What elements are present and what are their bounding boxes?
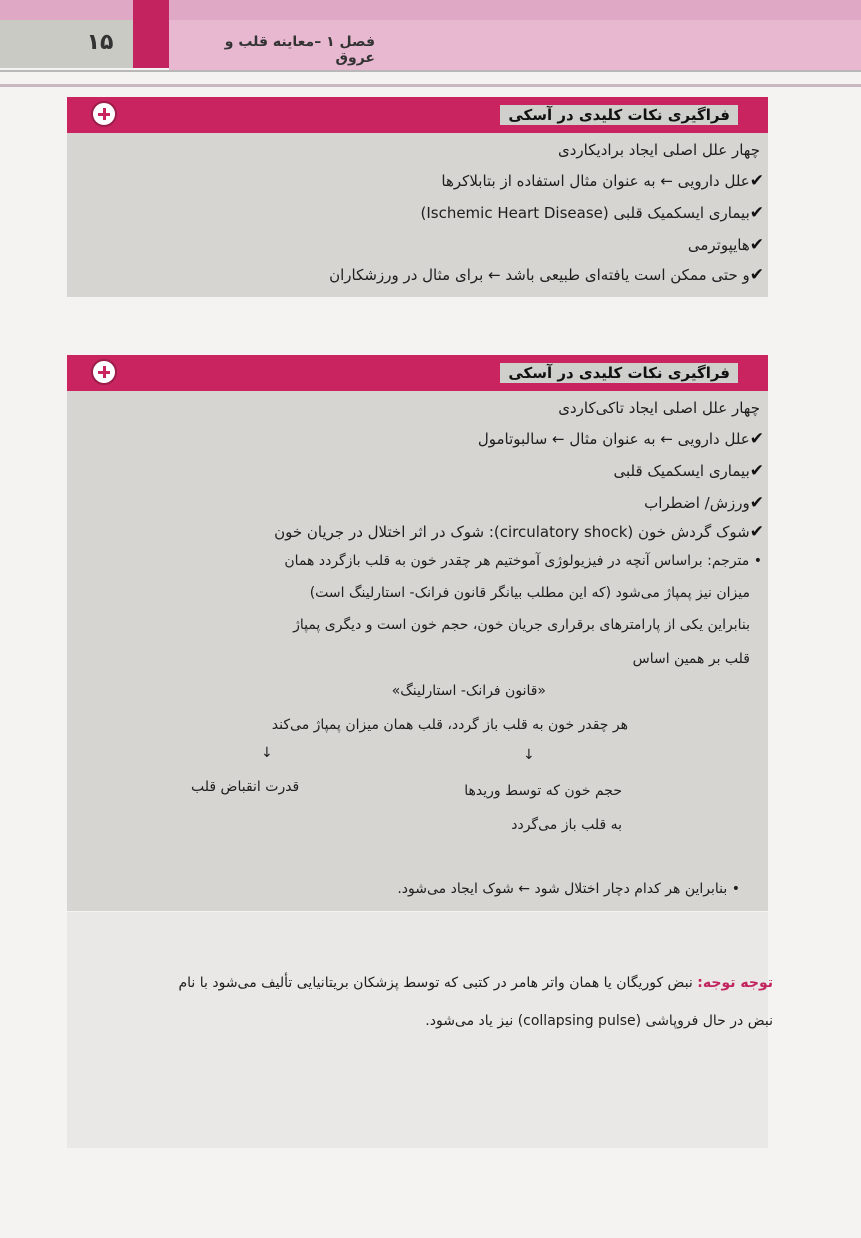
- right-term-line: به قلب باز می‌گردد: [511, 817, 622, 833]
- list-item: ✔ورزش/ اضطراب: [644, 493, 764, 513]
- bottom-panel: [67, 912, 768, 1148]
- box-intro: چهار علل اصلی ایجاد برادیکاردی: [558, 141, 760, 159]
- header-top-band: [0, 0, 861, 20]
- left-term: قدرت انقباض قلب: [191, 779, 300, 795]
- arrow-down-icon: ↓: [523, 747, 535, 763]
- key-points-box-bradycardia: [67, 97, 768, 297]
- list-item: ✔علل دارویی ← به عنوان مثال استفاده از بتابلاکرها: [441, 171, 764, 191]
- check-icon: ✔: [749, 522, 764, 542]
- box-title: فراگیری نکات کلیدی در آسکی: [500, 363, 738, 383]
- check-icon: ✔: [749, 429, 764, 449]
- list-item: ✔شوک گردش خون (circulatory shock): شوک در اثر اختلال در جریان خون: [274, 522, 764, 542]
- box-title: فراگیری نکات کلیدی در آسکی: [500, 105, 738, 125]
- header-accent-block: [133, 0, 169, 68]
- box-intro: چهار علل اصلی ایجاد تاکی‌کاردی: [558, 399, 760, 417]
- box-title-bar: [67, 97, 768, 133]
- check-icon: ✔: [749, 493, 764, 513]
- check-icon: ✔: [749, 265, 764, 285]
- law-sentence: هر چقدر خون به قلب باز گردد، قلب همان میزان پمپاژ می‌کند: [271, 717, 628, 733]
- list-item: ✔بیماری ایسکمیک قلبی: [613, 461, 764, 481]
- check-icon: ✔: [749, 203, 764, 223]
- list-item: ✔علل دارویی ← به عنوان مثال ← سالبوتامول: [477, 429, 764, 449]
- page-number: ۱۵: [86, 30, 114, 55]
- law-title: «قانون فرانک- استارلینگ»: [391, 683, 546, 699]
- check-icon: ✔: [749, 235, 764, 255]
- conclusion: • بنابراین هر کدام دچار اختلال شود ← شوک ایجاد می‌شود.: [397, 881, 740, 897]
- list-item: ✔و حتی ممکن است یافته‌ای طبیعی باشد ← برای مثال در ورزشکاران: [329, 265, 764, 285]
- chapter-title: فصل ۱ –معاینه قلب و عروق: [224, 34, 375, 66]
- plus-circle-icon: [91, 359, 117, 385]
- note-line: نبض در حال فروپاشی (collapsing pulse) نیز یاد می‌شود.: [425, 1013, 773, 1029]
- box-title-bar: [67, 355, 768, 391]
- translator-note-line: بنابراین یکی از پارامترهای برقراری جریان خون، حجم خون است و دیگری پمپاژ: [293, 617, 750, 633]
- note-line: توجه توجه: نبض کوریگان یا همان واتر هامر در کتبی که توسط پزشکان بریتانیایی تألیف می‌شود با نام: [178, 975, 773, 991]
- note-label: توجه توجه:: [697, 975, 773, 991]
- check-icon: ✔: [749, 171, 764, 191]
- check-icon: ✔: [749, 461, 764, 481]
- arrow-down-icon: ↓: [261, 745, 273, 761]
- plus-circle-icon: [91, 101, 117, 127]
- list-item: ✔بیماری ایسکمیک قلبی (Ischemic Heart Disease): [420, 203, 764, 223]
- key-points-box-tachycardia: [67, 355, 768, 911]
- translator-note-line: قلب بر همین اساس: [632, 651, 750, 667]
- translator-note-line: • مترجم: براساس آنچه در فیزیولوژی آموختیم هر چقدر خون به قلب بازگردد همان: [284, 553, 762, 569]
- translator-note-line: میزان نیز پمپاژ می‌شود (که این مطلب بیانگر قانون فرانک- استارلینگ است): [309, 585, 750, 601]
- right-term-line: حجم خون که توسط وریدها: [464, 783, 622, 799]
- list-item: ✔هایپوترمی: [687, 235, 764, 255]
- header-underline: [0, 84, 861, 87]
- header-divider: [0, 70, 861, 72]
